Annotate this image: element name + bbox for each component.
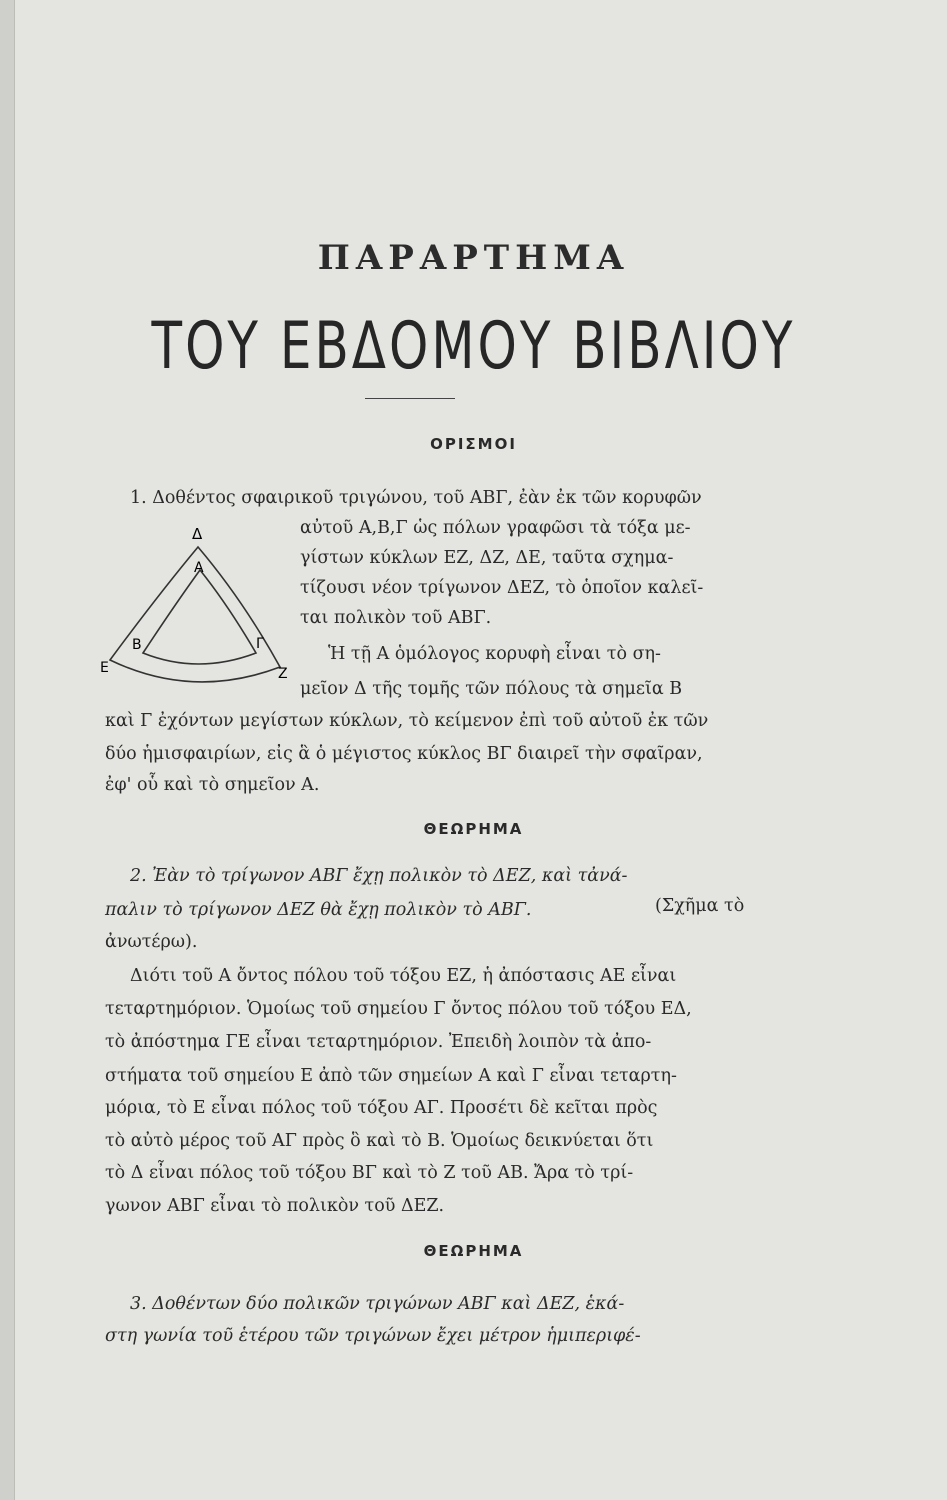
text-line: ται πολικὸν τοῦ ΑΒΓ. xyxy=(300,608,492,628)
text-line: τίζουσι νέον τρίγωνον ΔΕΖ, τὸ ὁποῖον καλεῖ- xyxy=(300,578,704,598)
page-subtitle: ΤΟΥ ΕΒΔΟΜΟΥ ΒΙΒΛΙΟΥ xyxy=(151,308,796,384)
figure-label-alpha: Α xyxy=(194,560,204,576)
proof-line: Διότι τοῦ Α ὄντος πόλου τοῦ τόξου ΕΖ, ἡ ἀπόστασις ΑΕ εἶναι xyxy=(130,966,677,986)
figure-label-zeta: Ζ xyxy=(278,666,288,682)
text-line: δύο ἡμισφαιρίων, εἰς ἃ ὁ μέγιστος κύκλος ΒΓ διαιρεῖ τὴν σφαῖραν, xyxy=(105,744,703,764)
proof-line: μόρια, τὸ Ε εἶναι πόλος τοῦ τόξου ΑΓ. Προσέτι δὲ κεῖται πρὸς xyxy=(105,1098,658,1118)
figure-label-gamma: Γ xyxy=(256,636,264,652)
definitions-heading: ΟΡΙΣΜΟΙ xyxy=(430,435,517,453)
proof-line: γωνον ΑΒΓ εἶναι τὸ πολικὸν τοῦ ΔΕΖ. xyxy=(105,1196,445,1216)
theorem-statement-line: παλιν τὸ τρίγωνον ΔΕΖ θὰ ἔχῃ πολικὸν τὸ ΑΒΓ. xyxy=(105,900,532,920)
figure-label-delta: Δ xyxy=(192,525,203,543)
theorem-statement-line: στη γωνία τοῦ ἑτέρου τῶν τριγώνων ἔχει μέτρον ἡμιπεριφέ- xyxy=(105,1326,641,1346)
theorem-heading: ΘΕΩΡΗΜΑ xyxy=(423,820,524,838)
title-divider xyxy=(365,398,455,399)
text-line: μεῖον Δ τῆς τομῆς τῶν πόλους τὰ σημεῖα Β xyxy=(300,679,683,699)
proof-line: τὸ αὐτὸ μέρος τοῦ ΑΓ πρὸς ὃ καὶ τὸ Β. Ὁμοίως δεικνύεται ὅτι xyxy=(105,1131,654,1151)
proof-line: τεταρτημόριον. Ὁμοίως τοῦ σημείου Γ ὄντος πόλου τοῦ τόξου ΕΔ, xyxy=(105,999,692,1019)
proof-line: τὸ Δ εἶναι πόλος τοῦ τόξου ΒΓ καὶ τὸ Ζ τοῦ ΑΒ. Ἄρα τὸ τρί- xyxy=(105,1163,634,1183)
text-line: Ἡ τῇ Α ὁμόλογος κορυφὴ εἶναι τὸ ση- xyxy=(328,644,661,664)
figure-label-epsilon: Ε xyxy=(100,660,109,676)
proof-line: στήματα τοῦ σημείου Ε ἀπὸ τῶν σημείων Α καὶ Γ εἶναι τεταρτη- xyxy=(105,1066,677,1086)
inner-triangle xyxy=(143,570,256,664)
page-edge xyxy=(0,0,15,1500)
theorem-statement-line: 3. Δοθέντων δύο πολικῶν τριγώνων ΑΒΓ καὶ ΔΕΖ, ἑκά- xyxy=(130,1294,625,1314)
text-line: αὐτοῦ Α,Β,Γ ὡς πόλων γραφῶσι τὰ τόξα με- xyxy=(300,518,691,538)
theorem-statement-line: 2. Ἐὰν τὸ τρίγωνον ΑΒΓ ἔχῃ πολικὸν τὸ ΔΕΖ, καὶ τἀνά- xyxy=(130,866,628,886)
figure-label-beta: Β xyxy=(132,637,142,653)
text-line: ἀνωτέρω). xyxy=(105,932,198,952)
figure-reference: (Σχῆμα τὸ xyxy=(655,896,745,916)
text-line: 1. Δοθέντος σφαιρικοῦ τριγώνου, τοῦ ΑΒΓ, ἐὰν ἐκ τῶν κορυφῶν xyxy=(130,488,702,508)
proof-line: τὸ ἀπόστημα ΓΕ εἶναι τεταρτημόριον. Ἐπειδὴ λοιπὸν τὰ ἀπο- xyxy=(105,1032,652,1052)
page-title: ΠΑΡΑΡΤΗΜΑ xyxy=(317,238,630,278)
text-line: καὶ Γ ἐχόντων μεγίστων κύκλων, τὸ κείμενον ἐπὶ τοῦ αὐτοῦ ἐκ τῶν xyxy=(105,711,709,731)
text-line: ἐφ' οὗ καὶ τὸ σημεῖον Α. xyxy=(105,775,320,795)
text-line: γίστων κύκλων ΕΖ, ΔΖ, ΔΕ, ταῦτα σχημα- xyxy=(300,548,674,568)
polar-triangle-figure xyxy=(98,525,298,700)
theorem-heading: ΘΕΩΡΗΜΑ xyxy=(423,1242,524,1260)
